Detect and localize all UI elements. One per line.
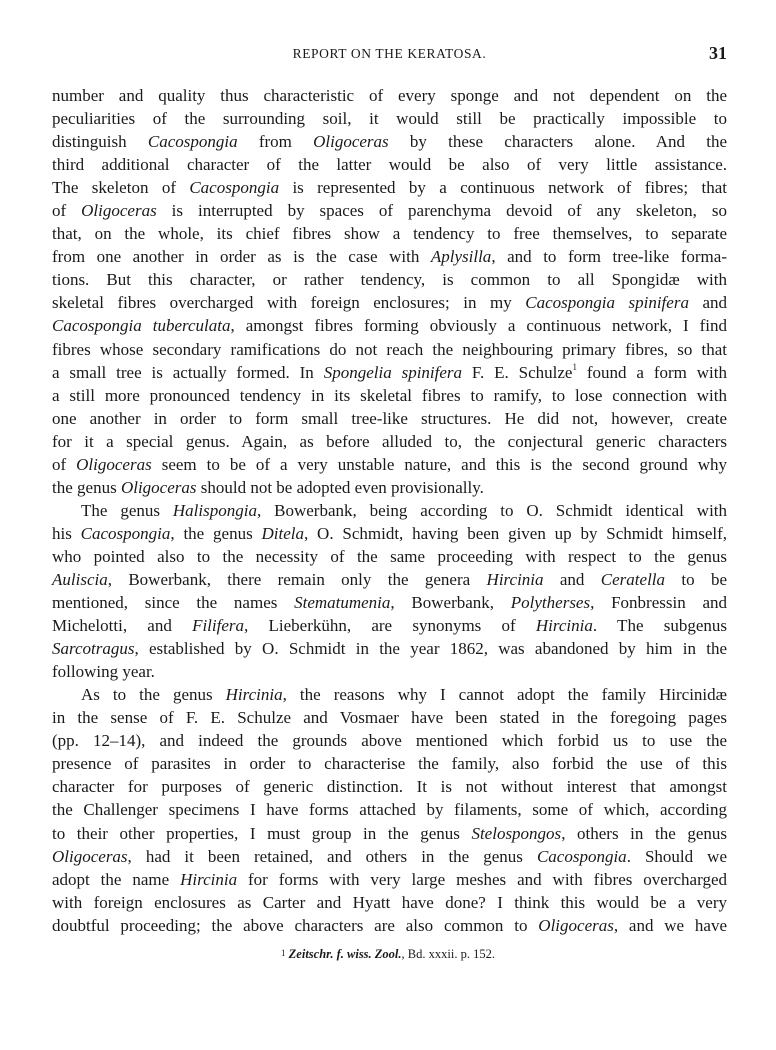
taxon-name: Aplysilla [430,247,492,267]
text-span: from [237,132,314,152]
text-span: to be [665,569,727,589]
text-span: of [52,201,82,221]
text-span: The genus [81,500,173,520]
taxon-name: Hircinia [486,569,544,589]
taxon-name: Oligoceras [81,201,157,221]
text-span: of [52,454,77,474]
text-span: that, on the whole, its chief fibres show a tendency to free themselves, to separate [52,224,727,244]
taxon-name: Cacospongia [147,132,238,152]
text-span: , had it been retained, and others in the genus [127,846,537,866]
text-line [52,430,727,453]
text-line [52,845,727,868]
text-line [52,153,727,176]
taxon-name: Stelospongos [471,823,562,843]
text-line [52,752,727,775]
taxon-name: Cacospongia [536,846,627,866]
text-span: who pointed also to the necessity of the same proceeding with respect to the genus [52,546,727,566]
text-span: , and to form tree-like forma- [491,247,727,267]
text-line [52,407,727,430]
text-span: fibres whose secondary ramifications do not reach the neighbouring primary fibres, so that [52,339,727,359]
taxon-name: Polytherses [510,593,591,613]
taxon-name: Halispongia [172,500,257,520]
text-span: for forms with very large meshes and with fibres overcharged [237,869,727,889]
text-line [52,338,727,361]
text-line [52,107,727,130]
text-line [52,499,727,522]
text-span: a small tree is actually formed. In [52,362,324,382]
text-span: , Bowerbank, [390,593,511,613]
text-span: and [688,293,728,313]
text-span: , Bowerbank, there remain only the genera [107,569,487,589]
text-line [52,476,727,499]
text-span: to their other properties, I must group in the genus [52,823,472,843]
text-span: , Fonbressin and [590,593,727,613]
text-span: his [52,523,81,543]
footnote-reference: , Bd. xxxii. p. 152. [401,947,495,961]
text-span: number and quality thus characteristic of every sponge and not dependent on the [52,86,727,105]
taxon-name: Oligoceras [313,132,389,152]
text-span: , the genus [170,523,262,543]
text-span: As to the genus [81,685,226,705]
text-line [52,775,727,798]
text-line [52,683,727,706]
text-span: found a form with [576,362,727,382]
taxon-name: Ditela [261,523,304,543]
running-title: REPORT ON THE KERATOSA. [292,46,487,61]
text-span: , Bowerbank, being according to O. Schmidt identical with [256,500,728,520]
text-line [52,568,727,591]
text-line [52,706,727,729]
text-line [52,245,727,268]
body-text [52,84,727,937]
text-span: following year. [52,662,155,682]
text-line [52,637,727,660]
text-span: (pp. 12–14), and indeed the grounds above mentioned which forbid us to use the [52,731,727,751]
text-span: a still more pronounced tendency in its skeletal fibres to ramify, to lose connection with [52,385,727,405]
text-line [52,729,727,752]
text-span: , and we have [613,915,727,935]
text-span: F. E. Schulze [462,362,573,382]
taxon-name: Hircinia [535,616,593,636]
text-span: character for purposes of generic distinction. It is not without interest that amongst [52,777,727,797]
taxon-name: Cacospongia tuberculata [52,316,231,336]
text-span: for it a special genus. Again, as before alluded to, the conjectural generic characters [52,431,727,451]
taxon-name: Spongelia spinifera [323,362,463,382]
taxon-name: Stematumenia [294,593,391,613]
text-span: . Should we [626,846,728,866]
text-span: , established by O. Schmidt in the year 1862, was abandoned by him in the [134,639,727,659]
text-span: should not be adopted even provisionally. [196,477,484,497]
text-line [52,361,727,384]
text-line [52,868,727,891]
text-span: by these characters alone. And the [388,132,728,152]
footnote-journal: Zeitschr. f. wiss. Zool. [288,947,402,961]
text-line [52,268,727,291]
text-line [52,84,727,107]
text-span: doubtful proceeding; the above characters are also common to [52,915,539,935]
taxon-name: Sarcotragus [52,639,135,659]
text-line [52,522,727,545]
text-line [52,176,727,199]
taxon-name: Oligoceras [120,477,197,497]
text-line [52,798,727,821]
taxon-name: Auliscia [52,569,108,589]
text-span: is represented by a continuous network of fibres; that [279,178,727,198]
text-span: tions. But this character, or rather tendency, is common to all Spongidæ with [52,270,727,290]
text-span: seem to be of a very unstable nature, and this is the second ground why [151,454,727,474]
text-line [52,222,727,245]
taxon-name: Ceratella [600,569,666,589]
page-number: 31 [709,43,727,63]
text-span: and [543,569,601,589]
page-header [52,44,727,68]
text-line [52,591,727,614]
text-line [52,199,727,222]
footnote [0,947,776,962]
text-span: mentioned, since the names [52,593,295,613]
text-span: , Lieberkühn, are synonyms of [244,616,536,636]
text-line [52,291,727,314]
text-line [52,545,727,568]
footnote-ref: 1 [572,361,577,372]
text-line [52,614,727,637]
text-line [52,130,727,153]
text-span: , others in the genus [561,823,727,843]
footnote-marker: 1 [281,948,286,958]
text-span: presence of parasites in order to characterise the family, also forbid the use of this [52,754,727,774]
text-span: . The subgenus [592,616,727,636]
taxon-name: Filifera [192,616,245,636]
text-span: , amongst fibres forming obviously a continuous network, I find [230,316,727,336]
taxon-name: Oligoceras [538,915,614,935]
text-span: distinguish [52,132,148,152]
taxon-name: Oligoceras [76,454,152,474]
text-span: , the reasons why I cannot adopt the family Hircinidæ [282,685,727,705]
text-span: in the sense of F. E. Schulze and Vosmaer have been stated in the foregoing pages [52,708,727,728]
taxon-name: Cacospongia [189,178,280,198]
text-line [52,891,727,914]
text-line [52,660,727,683]
text-span: with foreign enclosures as Carter and Hyatt have done? I think this would be a very [52,892,727,912]
text-span: peculiarities of the surrounding soil, it would still be practically impossible to [52,109,727,129]
text-line [52,384,727,407]
text-line [52,822,727,845]
text-span: Michelotti, and [52,616,193,636]
text-span: third additional character of the latter would be also of very little assistance. [52,155,727,175]
text-span: adopt the name [52,869,181,889]
text-line [52,453,727,476]
text-span: The skeleton of [52,178,190,198]
text-span: one another in order to form small tree-like structures. He did not, however, create [52,408,727,428]
taxon-name: Cacospongia [80,523,171,543]
taxon-name: Hircinia [225,685,283,705]
text-span: is interrupted by spaces of parenchyma devoid of any skeleton, so [156,201,727,221]
text-span: , O. Schmidt, having been given up by Schmidt himself, [304,523,727,543]
text-span: from one another in order as is the case with [52,247,431,267]
text-span: the genus [52,477,121,497]
text-span: the Challenger specimens I have forms attached by filaments, some of which, according [52,800,727,820]
taxon-name: Oligoceras [52,846,128,866]
text-span: skeletal fibres overcharged with foreign enclosures; in my [52,293,526,313]
taxon-name: Cacospongia spinifera [525,293,689,313]
text-line [52,914,727,937]
text-line [52,314,727,337]
taxon-name: Hircinia [180,869,238,889]
